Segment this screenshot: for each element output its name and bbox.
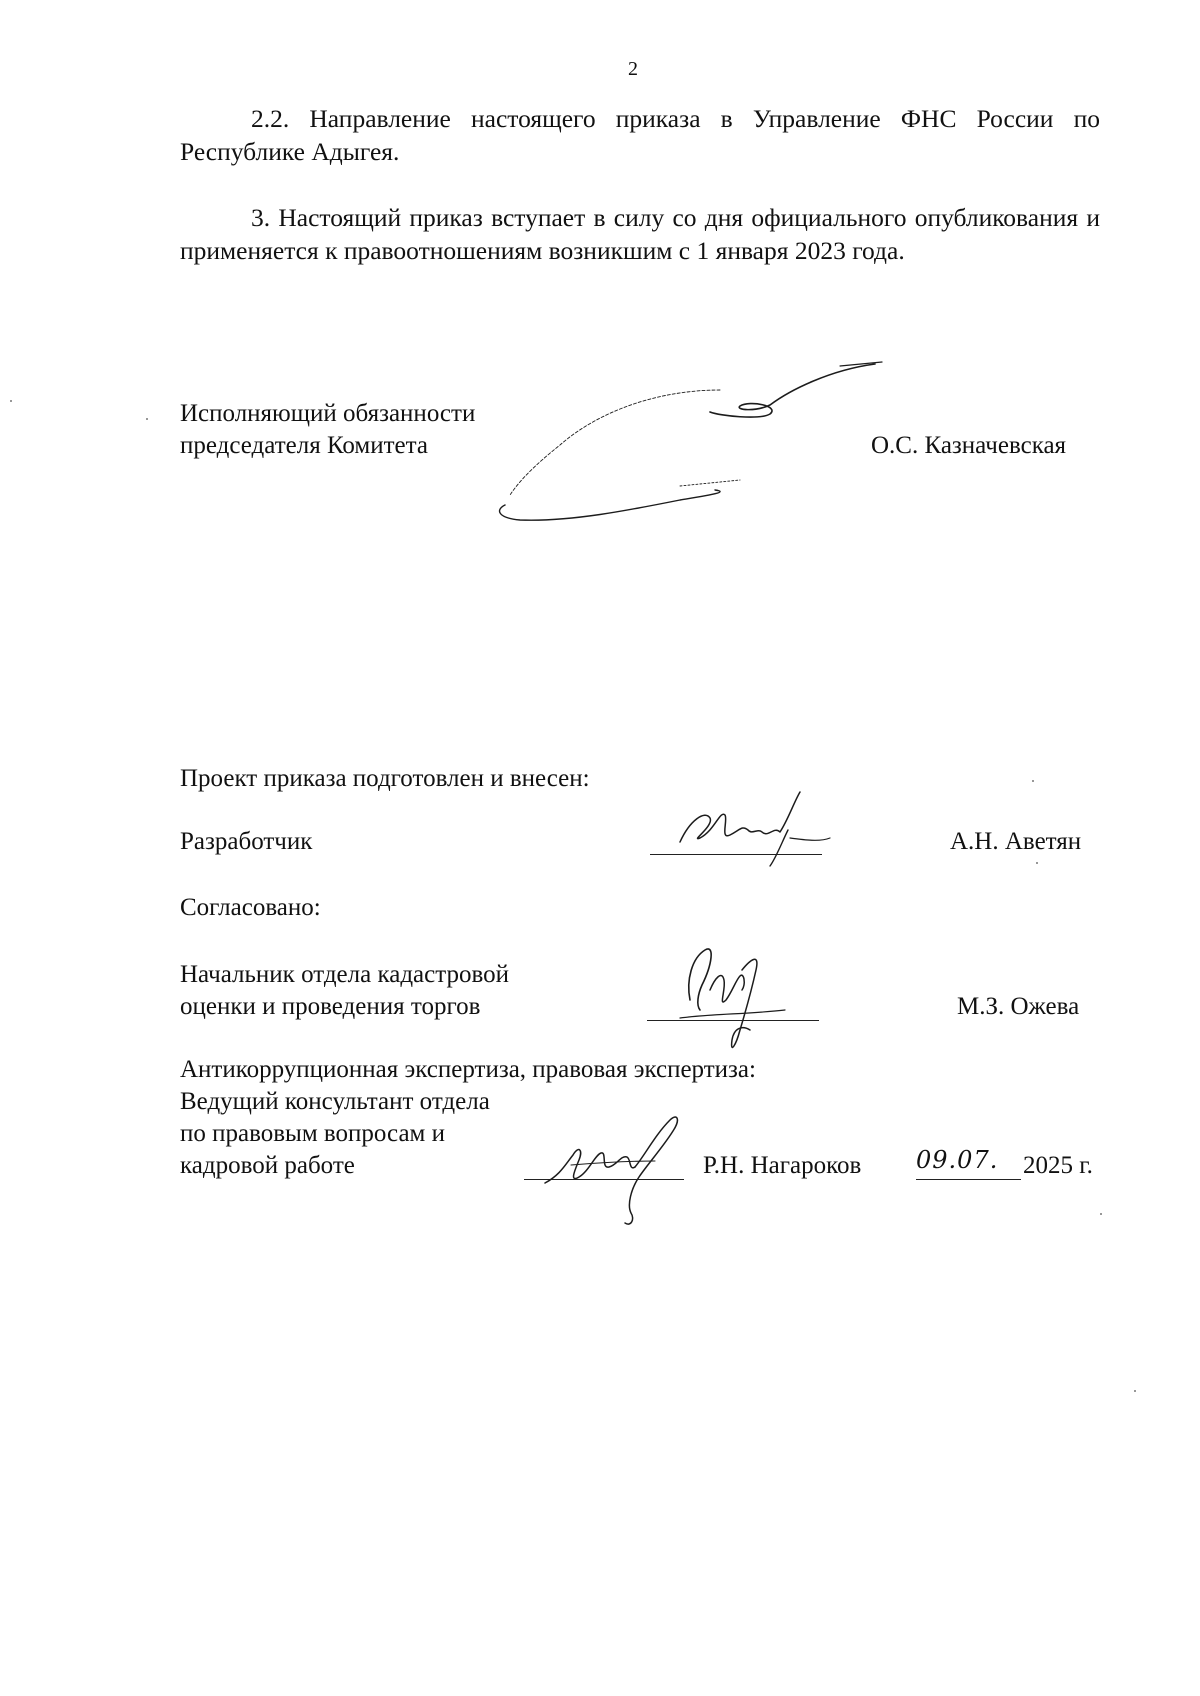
scan-speck: [10, 400, 12, 402]
developer-label: Разработчик: [180, 828, 313, 855]
scan-speck: [146, 418, 148, 420]
head-position-line1: Начальник отдела кадастровой: [180, 961, 509, 988]
date-year: 2025 г.: [1023, 1152, 1093, 1179]
expertise-name: Р.Н. Нагароков: [703, 1152, 862, 1179]
scan-speck: [1032, 780, 1034, 782]
paragraph-2-2-text: 2.2. Направление настоящего приказа в Управление ФНС России по Республике Адыгея.: [180, 104, 1100, 166]
chairman-signature: [480, 350, 900, 540]
head-signature: [660, 930, 800, 1070]
expertise-signature: [535, 1105, 725, 1235]
head-position-line2: оценки и проведения торгов: [180, 993, 481, 1020]
signatory-name: О.С. Казначевская: [871, 432, 1067, 459]
project-heading: Проект приказа подготовлен и внесен:: [180, 765, 590, 792]
expertise-position-line1: Ведущий консультант отдела: [180, 1088, 490, 1115]
developer-name: А.Н. Аветян: [950, 828, 1082, 855]
scan-speck: [1100, 1213, 1102, 1215]
date-line: [916, 1179, 1021, 1180]
expertise-position-line2: по правовым вопросам и: [180, 1120, 445, 1147]
date-handwritten: 09.07.: [916, 1146, 999, 1174]
scan-speck: [1134, 1390, 1136, 1392]
developer-signature: [670, 780, 840, 870]
scan-speck: [1036, 862, 1038, 864]
paragraph-3-text: 3. Настоящий приказ вступает в силу со дня официального опубликования и применяется к правоотношениям возникшим с 1 января 2023 года.: [180, 203, 1100, 265]
paragraph-3: [180, 201, 1100, 267]
approval-heading: Согласовано:: [180, 894, 321, 921]
expertise-position-line3: кадровой работе: [180, 1152, 355, 1179]
expertise-heading: Антикоррупционная экспертиза, правовая экспертиза:: [180, 1056, 756, 1083]
signatory-position-line2: председателя Комитета: [180, 432, 428, 459]
paragraph-2-2: [180, 102, 1100, 168]
page-number: 2: [628, 58, 638, 80]
signatory-position-line1: Исполняющий обязанности: [180, 400, 476, 427]
head-name: М.З. Ожева: [957, 993, 1080, 1020]
